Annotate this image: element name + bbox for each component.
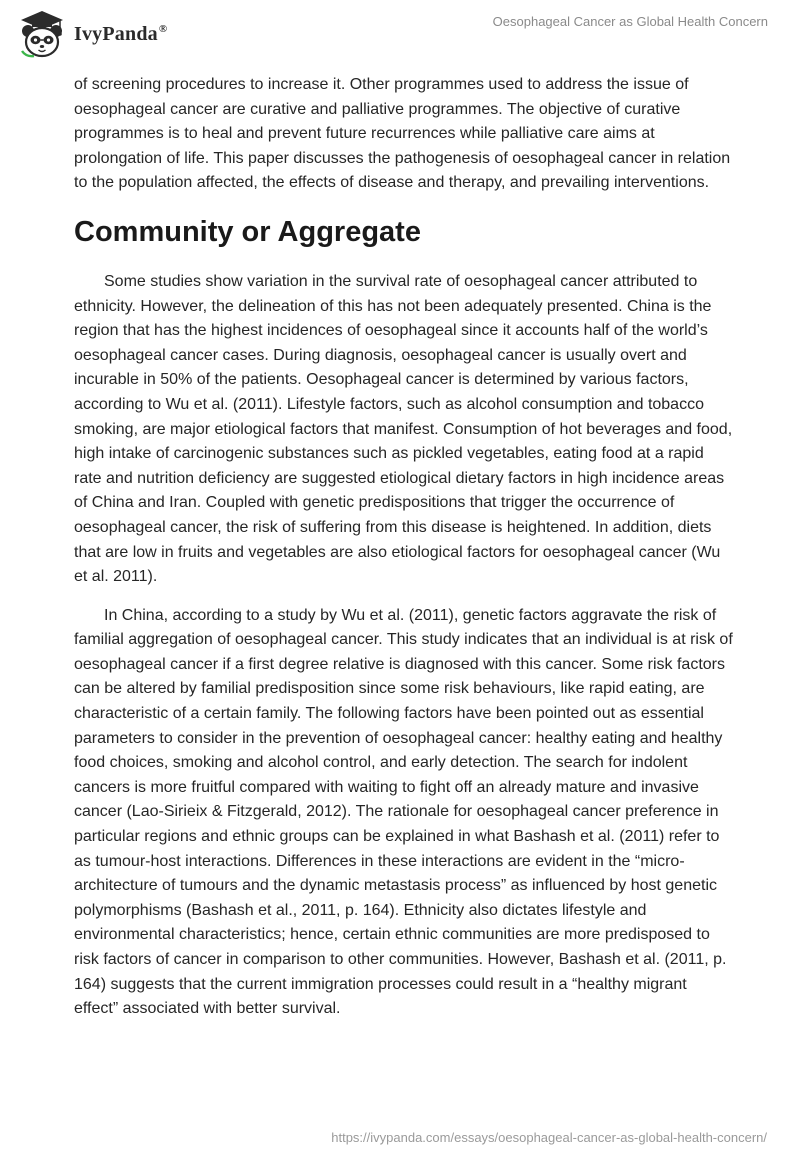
page-header [0,0,800,70]
body-paragraph-2: In China, according to a study by Wu et al. (2011), genetic factors aggravate the risk of familial aggregation of oesophageal cancer. This study indicates that an individual is at risk of oesophageal cancer if a first degree relative is diagnosed with this cancer. Some risk factors can be altered by familial predisposition since some risk behaviours, like rapid eating, are characteristic of a certain family. The following factors have been pointed out as essential parameters to consider in the prevention of oesophageal cancer: healthy eating and healthy food choices, smoking and alcohol control, and early detection. The search for indolent cancers is more fruitful compared with waiting to fight off an already mature and invasive cancer (Lao-Sirieix & Fitzgerald, 2012). The rationale for oesophageal cancer preference in particular regions and ethnic groups can be explained in what Bashash et al. (2011) refer to as tumour-host interactions. Differences in these interactions are evident in the “micro-architecture of tumours and the dynamic metastasis process” as influenced by host genetic polymorphisms (Bashash et al., 2011, p. 164). Ethnicity also dictates lifestyle and environmental characteristics; hence, certain ethnic communities are more predisposed to risk factors of cancer in comparison to other communities. However, Bashash et al. (2011, p. 164) suggests that the current immigration processes could result in a “healthy migrant effect” associated with better survival. [74,606,733,1018]
registered-mark: ® [158,22,168,35]
brand-logo[interactable] [16,9,167,59]
brand-name: IvyPanda® [74,22,168,45]
source-url[interactable]: https://ivypanda.com/essays/oesophageal-cancer-as-global-health-concern/ [331,1130,767,1145]
document-title: Oesophageal Cancer as Global Health Concern [492,14,768,29]
section-heading: Community or Aggregate [74,215,421,248]
panda-graduate-icon [16,9,68,59]
body-paragraph-1: Some studies show variation in the survival rate of oesophageal cancer attributed to ethnicity. However, the delineation of this has not been adequately presented. China is the region that has the highest incidences of oesophageal since it accounts half of the world’s oesophageal cancer cases. During diagnosis, oesophageal cancer is usually overt and incurable in 50% of the patients. Oesophageal cancer is determined by various factors, according to Wu et al. (2011). Lifestyle factors, such as alcohol consumption and tobacco smoking, are major etiological factors that manifest. Consumption of hot beverages and food, high intake of carcinogenic substances such as pickled vegetables, eating food at a rapid rate and nutrition deficiency are suggested etiological dietary factors in high incidence areas of China and Iran. Coupled with genetic predispositions that trigger the occurrence of oesophageal cancer, the risk of suffering from this disease is heightened. In addition, diets that are low in fruits and vegetables are also etiological factors for oesophageal cancer (Wu et al. 2011). [74,272,733,586]
essay-content [74,73,734,1036]
intro-paragraph: of screening procedures to increase it. Other programmes used to address the issue of oesophageal cancer are curative and palliative programmes. The objective of curative programmes is to heal and prevent future recurrences while palliative care aims at prolongation of life. This paper discusses the pathogenesis of oesophageal cancer in relation to the population affected, the effects of disease and therapy, and prevailing interventions. [74,76,731,192]
